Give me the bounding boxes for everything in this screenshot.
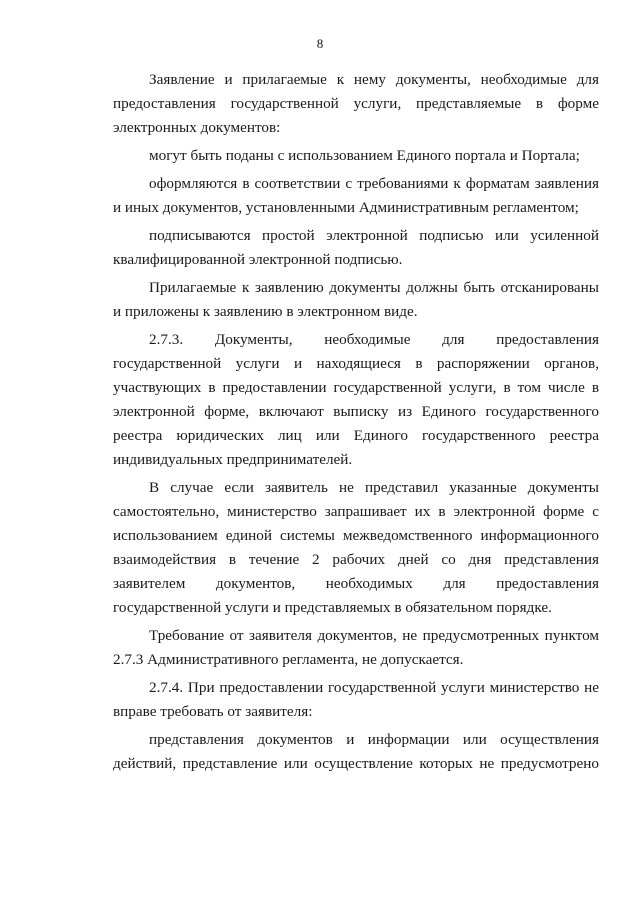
- document-body: [113, 68, 599, 780]
- paragraph-documents-intro: Заявление и прилагаемые к нему документы, необходимые для предоставления государственной услуги, представляемые в форме электронных документов:: [113, 71, 599, 136]
- paragraph-submitted-via-portal: могут быть поданы с использованием Единого портала и Портала;: [149, 147, 580, 164]
- paragraph-scanned-attachments: Прилагаемые к заявлению документы должны быть отсканированы и приложены к заявлению в электронном виде.: [113, 279, 599, 320]
- paragraph-continued: представления документов и информации или осуществления действий, представление или осуществление которых не предусмотрено: [113, 731, 599, 772]
- paragraph-not-allowed: Требование от заявителя документов, не предусмотренных пунктом 2.7.3 Административного регламента, не допускается.: [113, 627, 599, 668]
- paragraph-2-7-4: 2.7.4. При предоставлении государственной услуги министерство не вправе требовать от заявителя:: [113, 679, 599, 720]
- page-number: 8: [316, 36, 324, 51]
- paragraph-format-requirements: оформляются в соответствии с требованиями к форматам заявления и иных документов, установленными Административным регламентом;: [113, 175, 599, 216]
- paragraph-signature: подписываются простой электронной подписью или усиленной квалифицированной электронной подписью.: [113, 227, 599, 268]
- paragraph-interagency-request: В случае если заявитель не представил указанные документы самостоятельно, министерство запрашивает их в электронной форме с использованием единой системы межведомственного информационного взаимодействия в течение 2 рабочих дней со дня представления заявителем документов, необходимых для предоставления государственной услуги и представляемых в обязательном порядке.: [113, 479, 599, 616]
- paragraph-2-7-3: 2.7.3. Документы, необходимые для предоставления государственной услуги и находящиеся в распоряжении органов, участвующих в предоставлении государственной услуги, в том числе в электронной форме, включают выписку из Единого государственного реестра юридических лиц или Единого государственного реестра индивидуальных предпринимателей.: [113, 331, 599, 468]
